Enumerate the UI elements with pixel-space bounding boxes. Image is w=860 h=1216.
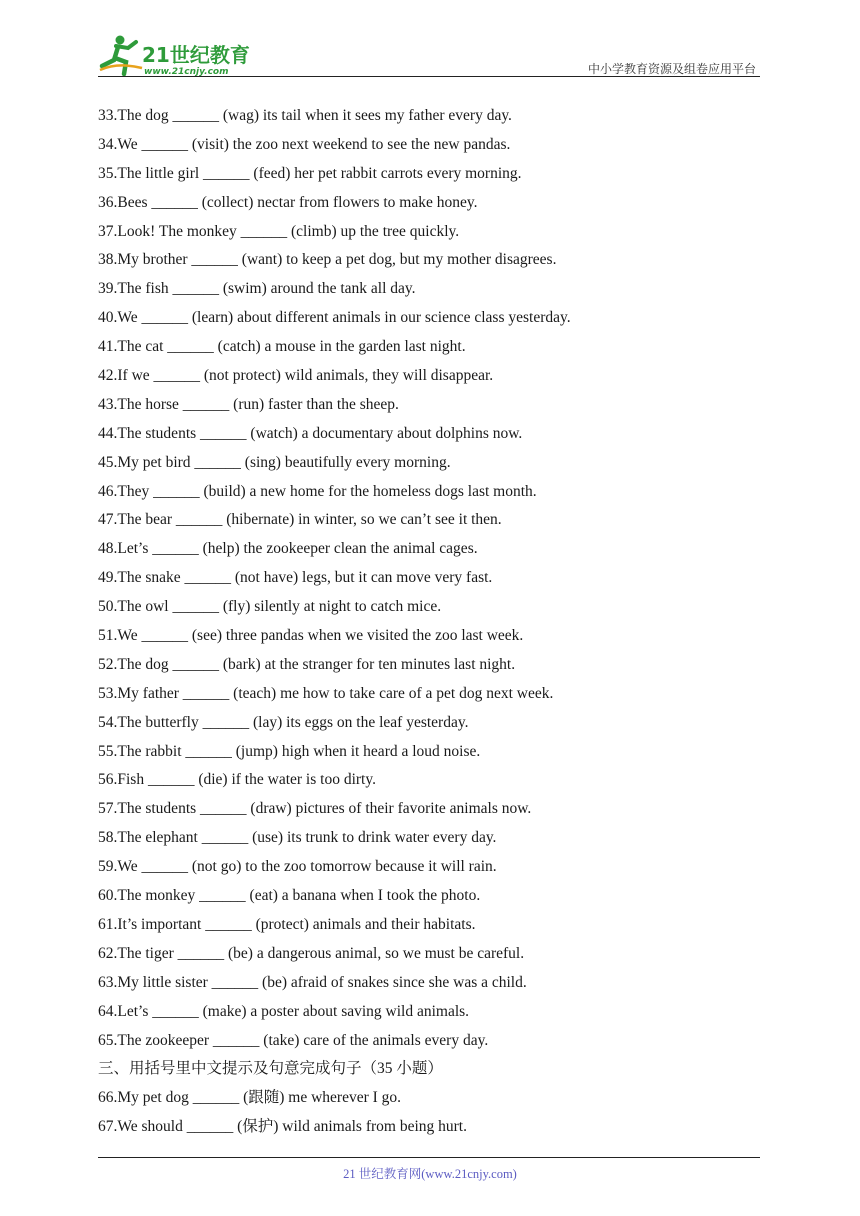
header-divider <box>98 76 760 77</box>
exercise-45: 45.My pet bird ______ (sing) beautifully every morning. <box>98 453 451 471</box>
exercise-33: 33.The dog ______ (wag) its tail when it sees my father every day. <box>98 107 512 124</box>
exercise-56: 56.Fish ______ (die) if the water is too dirty. <box>98 771 376 789</box>
exercise-42: 42.If we ______ (not protect) wild animals, they will disappear. <box>98 367 494 385</box>
exercise-57: 57.The students ______ (draw) pictures of their favorite animals now. <box>98 800 532 818</box>
exercise-list <box>98 102 760 1142</box>
exercise-50: 50.The owl ______ (fly) silently at night to catch mice. <box>98 598 442 616</box>
exercise-51: 51.We ______ (see) three pandas when we visited the zoo last week. <box>98 627 524 645</box>
svg-text:21世纪教育: 21世纪教育 <box>142 43 250 67</box>
exercise-44: 44.The students ______ (watch) a documentary about dolphins now. <box>98 424 523 442</box>
exercise-47: 47.The bear ______ (hibernate) in winter, so we can’t see it then. <box>98 511 502 529</box>
page-header <box>98 30 760 78</box>
exercise-63: 63.My little sister ______ (be) afraid of snakes since she was a child. <box>98 973 527 991</box>
logo-runner-icon <box>98 32 268 76</box>
exercise-65: 65.The zookeeper ______ (take) care of the animals every day. <box>98 1031 489 1049</box>
section-heading: 三、用括号里中文提示及句意完成句子（35 小题） <box>98 1060 443 1078</box>
exercise-53: 53.My father ______ (teach) me how to take care of a pet dog next week. <box>98 684 554 702</box>
exercise-38: 38.My brother ______ (want) to keep a pet dog, but my mother disagrees. <box>98 251 557 269</box>
exercise-36: 36.Bees ______ (collect) nectar from flowers to make honey. <box>98 193 478 211</box>
exercise-59: 59.We ______ (not go) to the zoo tomorrow because it will rain. <box>98 858 497 876</box>
footer-source: 21 世纪教育网(www.21cnjy.com) <box>343 1167 517 1181</box>
exercise-64: 64.Let’s ______ (make) a poster about saving wild animals. <box>98 1002 470 1020</box>
exercise-49: 49.The snake ______ (not have) legs, but it can move very fast. <box>98 569 493 587</box>
logo <box>98 32 268 76</box>
exercise-37: 37.Look! The monkey ______ (climb) up the tree quickly. <box>98 222 460 240</box>
exercise-43: 43.The horse ______ (run) faster than the sheep. <box>98 395 399 413</box>
footer-divider <box>98 1157 760 1158</box>
platform-name: 中小学教育资源及组卷应用平台 <box>587 62 756 76</box>
exercise-67: 67.We should ______ (保护) wild animals from being hurt. <box>98 1118 467 1136</box>
exercise-58: 58.The elephant ______ (use) its trunk to drink water every day. <box>98 829 497 847</box>
exercise-52: 52.The dog ______ (bark) at the stranger for ten minutes last night. <box>98 655 516 673</box>
exercise-40: 40.We ______ (learn) about different animals in our science class yesterday. <box>98 309 571 327</box>
exercise-34: 34.We ______ (visit) the zoo next weekend to see the new pandas. <box>98 135 511 153</box>
exercise-60: 60.The monkey ______ (eat) a banana when I took the photo. <box>98 887 481 905</box>
exercise-55: 55.The rabbit ______ (jump) high when it heard a loud noise. <box>98 742 481 760</box>
exercise-35: 35.The little girl ______ (feed) her pet rabbit carrots every morning. <box>98 164 522 182</box>
exercise-66: 66.My pet dog ______ (跟随) me wherever I go. <box>98 1089 402 1107</box>
exercise-62: 62.The tiger ______ (be) a dangerous animal, so we must be careful. <box>98 944 525 962</box>
exercise-61: 61.It’s important ______ (protect) animals and their habitats. <box>98 915 476 933</box>
svg-text:www.21cnjy.com: www.21cnjy.com <box>144 67 229 76</box>
exercise-41: 41.The cat ______ (catch) a mouse in the garden last night. <box>98 338 466 356</box>
exercise-46: 46.They ______ (build) a new home for the homeless dogs last month. <box>98 482 537 500</box>
exercise-48: 48.Let’s ______ (help) the zookeeper clean the animal cages. <box>98 540 478 558</box>
exercise-39: 39.The fish ______ (swim) around the tank all day. <box>98 280 416 298</box>
exercise-54: 54.The butterfly ______ (lay) its eggs on the leaf yesterday. <box>98 713 469 731</box>
